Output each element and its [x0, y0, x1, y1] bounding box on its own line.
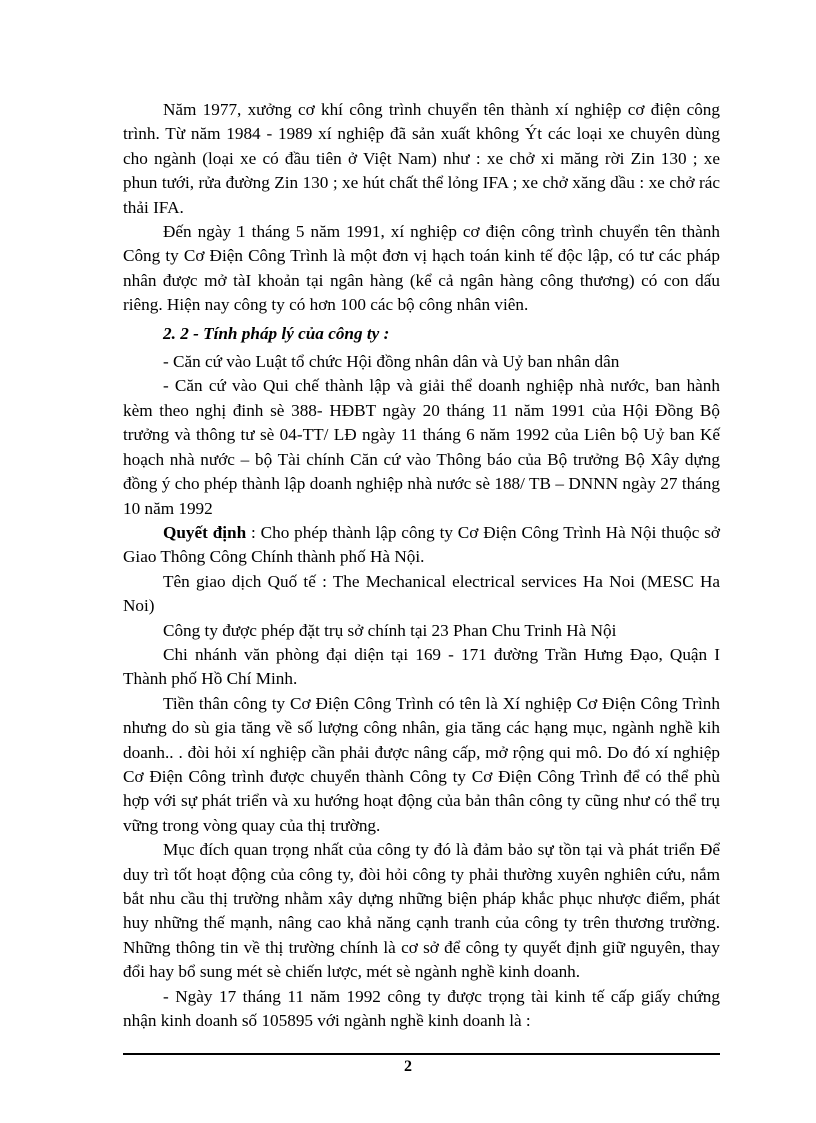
page-number: 2: [404, 1058, 412, 1075]
branch-office-paragraph: Chi nhánh văn phòng đại diện tại 169 - 171 đường Trần Hưng Đạo, Quận I Thành phố Hồ Chí Minh.: [123, 644, 720, 689]
decision-paragraph: [123, 521, 720, 570]
trade-name-paragraph: Tên giao dịch Quố tế : The Mechanical electrical services Ha Noi (MESC Ha Noi): [123, 571, 720, 616]
document-page: [123, 98, 720, 1033]
section-heading: 2. 2 - Tính pháp lý của công ty :: [163, 323, 390, 343]
legal-basis-item: - Căn cứ vào Qui chế thành lập và giải thể doanh nghiệp nhà nước, ban hành kèm theo nghị đinh sè 388- HĐBT ngày 20 tháng 11 năm 1991 của Hội Đồng Bộ trưởng và thông tư sè 04-TT/ LĐ ngày 11 tháng 6 năm 1992 của Liên bộ Uỷ ban Kế hoạch nhà nước – bộ Tài chính Căn cứ vào Thông báo của Bộ trưởng Bộ Xây dựng đồng ý cho phép thành lập doanh nghiệp nhà nước sè 188/ TB – DNNN ngày 27 tháng 10 năm 1992: [123, 376, 720, 518]
decision-text: : Cho phép thành lập công ty Cơ Điện Công Trình Hà Nội thuộc sở Giao Thông Công Chính thành phố Hà Nội.: [123, 522, 721, 567]
decision-label: Quyết định: [163, 522, 247, 542]
history-paragraph: Năm 1977, xưởng cơ khí công trình chuyển tên thành xí nghiệp cơ điện công trình. Từ năm 1984 - 1989 xí nghiệp đã sản xuất không Ýt các loại xe chuyên dùng cho ngành (loại xe có đầu tiên ở Việt Nam) như : xe chở xi măng rời Zin 130 ; xe phun tưới, rửa đường Zin 130 ; xe hút chất thể lỏng IFA ; xe chở xăng dầu : xe chở rác thải IFA.: [123, 100, 720, 217]
legal-basis-item: - Căn cứ vào Luật tổ chức Hội đồng nhân dân và Uỷ ban nhân dân: [163, 352, 620, 372]
purpose-paragraph: Mục đích quan trọng nhất của công ty đó là đảm bảo sự tồn tại và phát triển Để duy trì tốt hoạt động của công ty, đòi hỏi công ty phải thường xuyên nghiên cứu, nắm bắt nhu cầu thị trường nhằm xây dựng những biện pháp khắc phục nhược điểm, phát huy những thế mạnh, nâng cao khả năng cạnh tranh của công ty trên thương trường. Những thông tin về thị trường chính là cơ sở để công ty quyết định giữ nguyên, thay đổi hay bổ sung mét sè chiến lược, mét sè ngành nghề kinh doanh.: [123, 840, 720, 982]
renaming-paragraph: Đến ngày 1 tháng 5 năm 1991, xí nghiệp cơ điện công trình chuyển tên thành Công ty Cơ Điện Công Trình là một đơn vị hạch toán kinh tế độc lập, có tư các pháp nhân được mở tàI khoản tại ngân hàng (kể cả ngân hàng công thương) có con dấu riêng. Hiện nay công ty có hơn 100 các bộ công nhân viên.: [123, 222, 720, 315]
predecessor-paragraph: Tiền thân công ty Cơ Điện Công Trình có tên là Xí nghiệp Cơ Điện Công Trình nhưng do sù gia tăng về số lượng công nhân, gia tăng các hạng mục, ngành nghề kih doanh.. . đòi hỏi xí nghiệp cần phải được nâng cấp, mở rộng qui mô. Do đó xí nghiệp Cơ Điện Công trình được chuyển thành Công ty Cơ Điện Công Trình để có thể phù hợp với sự phát triển và xu hướng hoạt động của bản thân công ty cũng như có thể trụ vững trong vòng quay của thị trường.: [123, 693, 720, 835]
business-license-paragraph: - Ngày 17 tháng 11 năm 1992 công ty được trọng tài kinh tế cấp giấy chứng nhận kinh doanh số 105895 với ngành nghề kinh doanh là :: [123, 986, 720, 1031]
head-office-paragraph: Công ty được phép đặt trụ sở chính tại 23 Phan Chu Trinh Hà Nội: [163, 620, 617, 640]
footer-divider: [123, 1053, 720, 1055]
